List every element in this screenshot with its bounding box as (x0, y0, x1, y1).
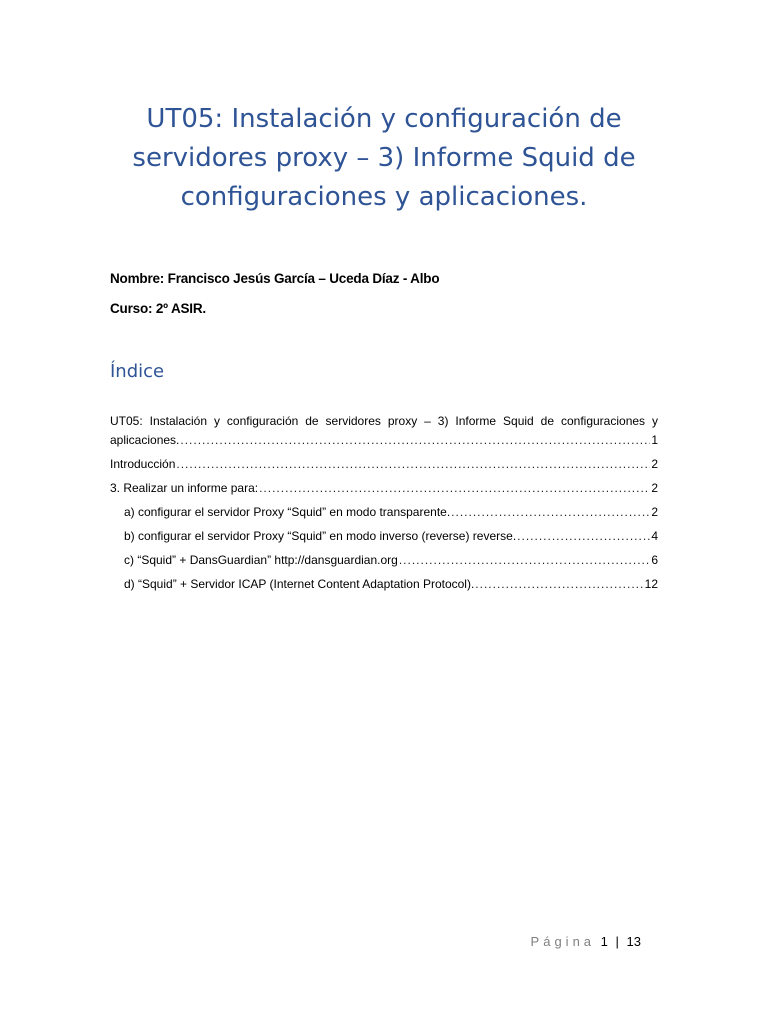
toc-page-number: 6 (651, 553, 658, 567)
toc-entry-label: a) configurar el servidor Proxy “Squid” en modo transparente. (124, 505, 451, 519)
page-separator: | (615, 934, 619, 949)
toc-leader-dots (451, 503, 650, 522)
toc-entry-d[interactable] (110, 575, 658, 594)
toc-page-number: 1 (651, 433, 658, 447)
toc-entry-label: d) “Squid” + Servidor ICAP (Internet Content Adaptation Protocol). (124, 577, 475, 591)
course-info: Curso: 2º ASIR. (110, 301, 206, 316)
toc-heading: Índice (110, 361, 165, 382)
toc-entry-realizar-informe[interactable] (110, 479, 658, 498)
toc-leader-dots (517, 527, 650, 546)
toc-page-number: 4 (651, 529, 658, 543)
page-total: 13 (626, 934, 641, 949)
title-line-1: UT05: Instalación y configuración de (146, 104, 622, 134)
toc-entry-title-cont: aplicaciones. (110, 433, 180, 447)
title-line-3: configuraciones y aplicaciones. (180, 182, 588, 212)
toc-entry-label: b) configurar el servidor Proxy “Squid” en modo inverso (reverse) reverse. (124, 529, 517, 543)
toc-entry-introduccion[interactable] (110, 455, 658, 474)
table-of-contents (110, 412, 658, 594)
toc-leader-dots (176, 455, 650, 474)
page-footer (531, 934, 641, 949)
toc-page-number: 2 (651, 505, 658, 519)
toc-entry-title[interactable] (110, 412, 658, 450)
title-line-2: servidores proxy – 3) Informe Squid de (132, 143, 636, 173)
toc-leader-dots (399, 551, 650, 570)
document-title (110, 100, 658, 217)
page-number: 1 (600, 934, 608, 949)
toc-page-number: 12 (644, 577, 658, 591)
toc-entry-title-line: UT05: Instalación y configuración de servidores proxy – 3) Informe Squid de configuraciones y (110, 414, 658, 428)
author-name: Nombre: Francisco Jesús García – Uceda Díaz - Albo (110, 271, 440, 286)
toc-entry-label: Introducción (110, 457, 176, 471)
toc-entry-a[interactable] (110, 503, 658, 522)
toc-entry-label: c) “Squid” + DansGuardian” http://dansguardian.org (124, 553, 398, 567)
toc-entry-b[interactable] (110, 527, 658, 546)
page-label: Página (530, 934, 596, 949)
toc-page-number: 2 (651, 457, 658, 471)
toc-leader-dots (475, 575, 643, 594)
toc-entry-label: 3. Realizar un informe para: (110, 481, 259, 495)
toc-entry-c[interactable] (110, 551, 658, 570)
toc-leader-dots (259, 479, 650, 498)
toc-leader-dots (180, 431, 650, 450)
toc-page-number: 2 (651, 481, 658, 495)
